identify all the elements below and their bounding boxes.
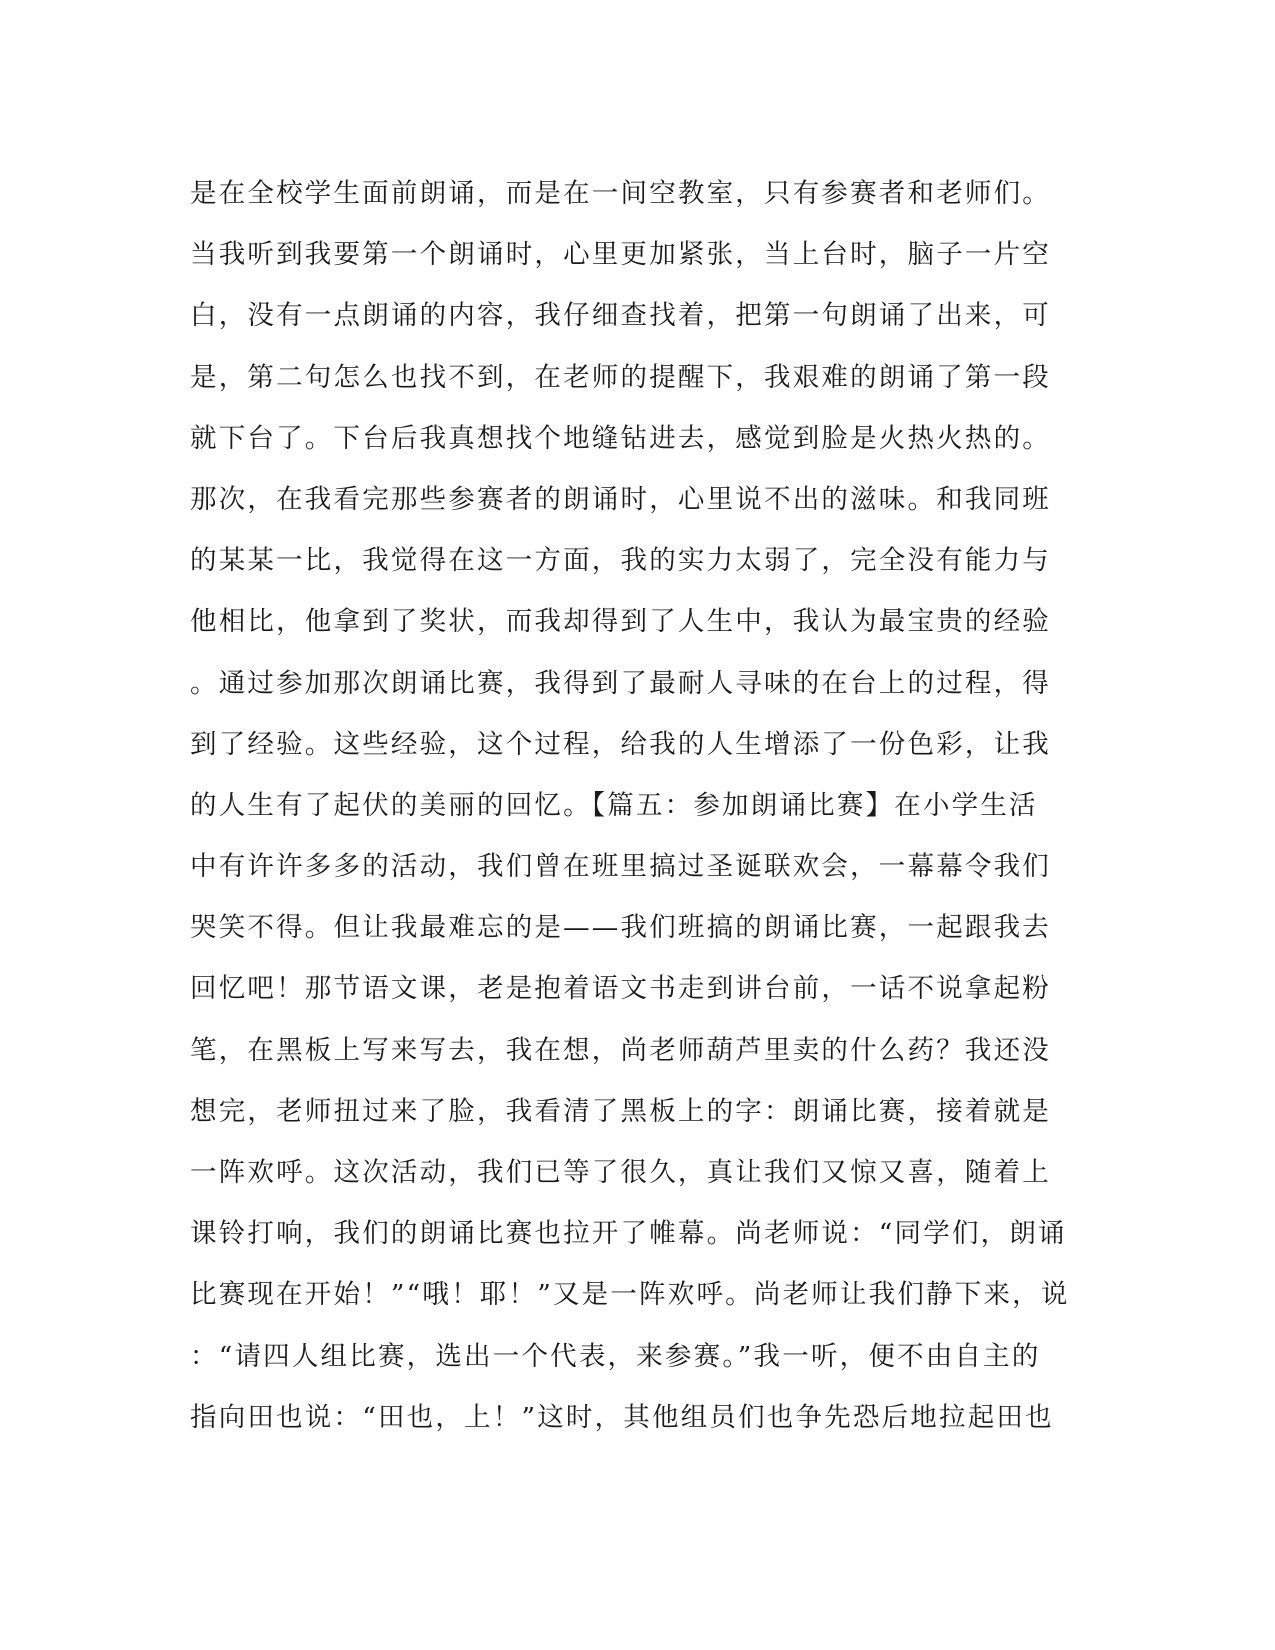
text-line: 哭笑不得。但让我最难忘的是——我们班搞的朗诵比赛，一起跟我去 (190, 912, 1051, 944)
text-line: 回忆吧！那节语文课，老是抱着语文书走到讲台前，一话不说拿起粉 (190, 973, 1051, 1005)
text-line: 想完，老师扭过来了脸，我看清了黑板上的字：朗诵比赛，接着就是 (190, 1095, 1051, 1127)
text-line: 的人生有了起伏的美丽的回忆。【篇五：参加朗诵比赛】在小学生活 (190, 789, 1038, 821)
text-line: 当我听到我要第一个朗诵时，心里更加紧张，当上台时，脑子一片空 (190, 239, 1051, 271)
text-line: 白，没有一点朗诵的内容，我仔细查找着，把第一句朗诵了出来，可 (190, 300, 1051, 332)
text-line: 指向田也说：“田也，上！”这时，其他组员们也争先恐后地拉起田也 (190, 1401, 1054, 1433)
text-line: 一阵欢呼。这次活动，我们已等了很久，真让我们又惊又喜，随着上 (190, 1157, 1051, 1188)
text-line: 那次，在我看完那些参赛者的朗诵时，心里说不出的滋味。和我同班 (190, 483, 1051, 515)
text-line: 的某某一比，我觉得在这一方面，我的实力太弱了，完全没有能力与 (190, 545, 1051, 577)
text-line: 中有许许多多的活动，我们曾在班里搞过圣诞联欢会，一幕幕令我们 (190, 851, 1051, 883)
body-text (190, 163, 1090, 1448)
text-line: ：“请四人组比赛，选出一个代表，来参赛。”我一听，便不由自主的 (190, 1340, 1041, 1372)
text-line: 比赛现在开始！”“哦！耶！”又是一阵欢呼。尚老师让我们静下来，说 (190, 1279, 1070, 1311)
text-line: 到了经验。这些经验，这个过程，给我的人生增添了一份色彩，让我 (190, 728, 1051, 760)
text-line: 是在全校学生面前朗诵，而是在一间空教室，只有参赛者和老师们。 (190, 178, 1051, 209)
text-line: 笔，在黑板上写来写去，我在想，尚老师葫芦里卖的什么药？我还没 (190, 1034, 1051, 1066)
text-line: 课铃打响，我们的朗诵比赛也拉开了帷幕。尚老师说：“同学们，朗诵 (190, 1218, 1067, 1250)
text-line: 是，第二句怎么也找不到，在老师的提醒下，我艰难的朗诵了第一段 (190, 361, 1051, 393)
text-line: 。通过参加那次朗诵比赛，我得到了最耐人寻味的在台上的过程，得 (190, 667, 1051, 699)
text-line: 就下台了。下台后我真想找个地缝钻进去，感觉到脸是火热火热的。 (190, 422, 1051, 454)
text-line: 他相比，他拿到了奖状，而我却得到了人生中，我认为最宝贵的经验 (190, 606, 1051, 638)
